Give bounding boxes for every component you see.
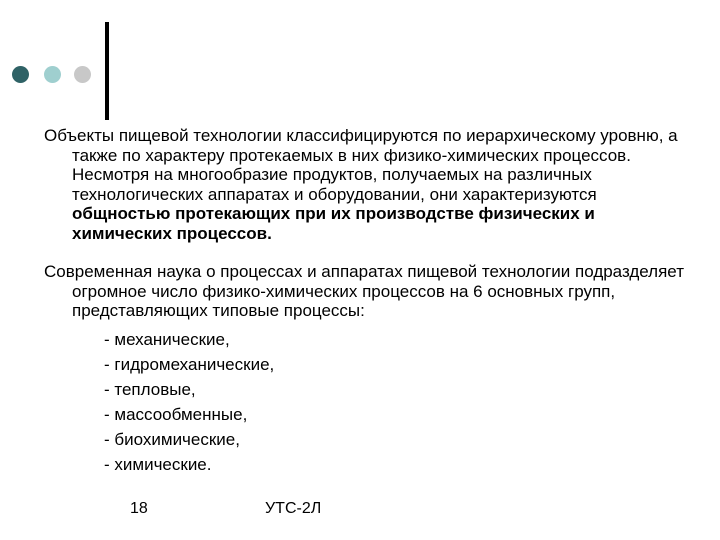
slide-body xyxy=(44,126,684,477)
paragraph-classification xyxy=(44,126,684,243)
paragraph-classification-emphasis: общностью протекающих при их производстве физических и химических процессов. xyxy=(72,204,595,243)
list-item: - массообменные, xyxy=(104,404,248,424)
list-item: - механические, xyxy=(104,329,230,349)
list-item: - тепловые, xyxy=(104,379,196,399)
decor-vertical-line xyxy=(105,22,109,120)
page-number: 18 xyxy=(130,500,148,517)
decor-dot-dark xyxy=(12,66,29,83)
list-item: - гидромеханические, xyxy=(104,354,275,374)
process-types-list xyxy=(44,327,684,477)
decor-dot-teal xyxy=(44,66,61,83)
paragraph-classification-text: Объекты пищевой технологии классифицируются по иерархическому уровню, а также по характеру протекаемых в них физико-химических процессов. Несмотря на многообразие продуктов, получаемых на различных технологических аппаратах и оборудовании, они характеризуются xyxy=(44,126,678,204)
list-item: - биохимические, xyxy=(104,429,240,449)
list-item: - химические. xyxy=(104,454,212,474)
paragraph-process-groups-text: Современная наука о процессах и аппаратах пищевой технологии подразделяет огромное число физико-химических процессов на 6 основных групп, представляющих типовые процессы: xyxy=(44,262,684,320)
decor-dot-gray xyxy=(74,66,91,83)
footer-label: УТС-2Л xyxy=(265,500,322,517)
paragraph-process-groups xyxy=(44,262,684,321)
